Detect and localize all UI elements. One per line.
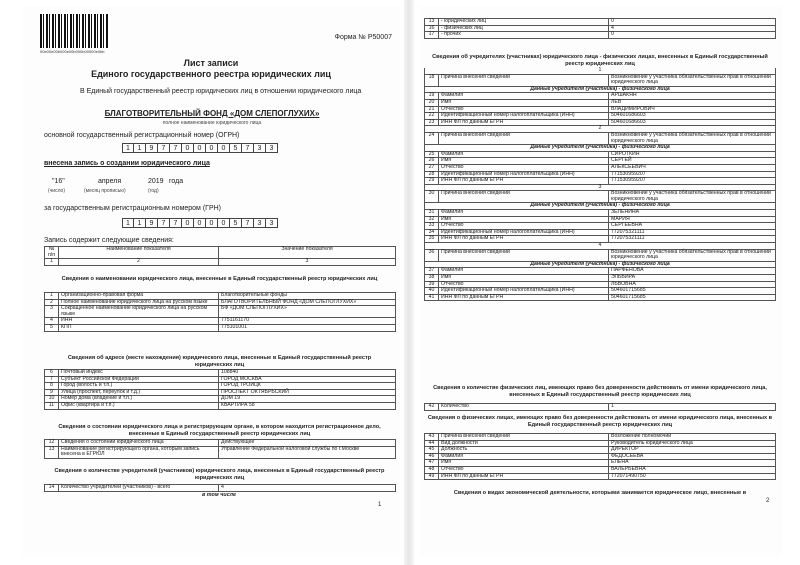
row-indicator: Субъект Российской Федерации (59, 376, 219, 383)
table-row (425, 453, 776, 460)
row-number: 43 (425, 434, 439, 441)
row-number: 36 (425, 249, 439, 261)
row-indicator: Сокращенное наименование юридического лица на русском языке (59, 306, 219, 318)
table-row (425, 216, 776, 223)
section-state-table (44, 439, 396, 459)
row-value: ГОРОД МОСКВА (219, 376, 396, 383)
row-number: 10 (45, 396, 59, 403)
row-indicator: Офис (квартира и т.п.) (59, 402, 219, 409)
row-indicator: Фамилия (439, 210, 609, 217)
page-fold (404, 0, 414, 565)
row-number: 8 (45, 383, 59, 390)
row-indicator: Причина внесения сведений (439, 249, 609, 261)
row-number: 34 (425, 229, 439, 236)
row-value: ЭЛЬВИРА (609, 275, 776, 282)
row-indicator: Улица (проспект, переулок и т.д.) (59, 389, 219, 396)
row-indicator: ИНН ФЛ по данным ЕГРН (439, 294, 609, 301)
row-number: 21 (425, 106, 439, 113)
row-number: 45 (425, 447, 439, 454)
row-indicator: Наименование регистрирующего органа, которым запись внесена в ЕГРЮЛ (59, 446, 219, 458)
row-number: 3 (45, 306, 59, 318)
row-indicator: Идентификационный номер налогоплательщика (ИНН) (439, 171, 609, 178)
row-value: Управление Федеральной налоговой службы по г.Москве (219, 446, 396, 458)
poa-count-table (424, 403, 776, 411)
row-indicator: ИНН (59, 318, 219, 325)
row-value: БФ «ДОМ СЛЕПОГЛУХИХ» (219, 306, 396, 318)
digit-cell: 7 (170, 143, 182, 153)
row-number: 7 (45, 376, 59, 383)
barcode-caption: 00e00e00b000e00b000b00000e0bb (40, 49, 105, 54)
ogrn-label: основной государственный регистрационный номер (ОГРН) (44, 132, 240, 139)
row-number: 49 (425, 473, 439, 480)
row-value: АЛЕКСЕЕВИЧ (609, 164, 776, 171)
table-row (425, 473, 776, 480)
row-value: СИРОТКИН (609, 151, 776, 158)
row-indicator: Причина внесения сведений (439, 74, 609, 86)
org-name: БЛАГОТВОРИТЕЛЬНЫЙ ФОНД «ДОМ СЛЕПОГЛУХИХ» (104, 109, 320, 118)
row-value: ДОМ 19 (219, 396, 396, 403)
founder-subheader-text: Данные учредителя (участника) - физического лица (425, 203, 776, 210)
col-value: Значение показателя (219, 247, 396, 259)
row-value: Действующее (219, 440, 396, 447)
row-value: Возникновение у участника обязательственных прав в отношении юридического лица (609, 132, 776, 144)
row-value: СЕРГЕЕВНА (609, 223, 776, 230)
row-indicator: ИНН ФЛ по данным ЕГРН (439, 236, 609, 243)
row-value: 4 (219, 485, 396, 492)
row-number: 20 (425, 99, 439, 106)
row-value: 772071490750 (609, 473, 776, 480)
row-value: БЛАГОТВОРИТЕЛЬНЫЙ ФОНД «ДОМ СЛЕПОГЛУХИХ» (219, 299, 396, 306)
row-indicator: Фамилия (439, 93, 609, 100)
row-value: Возложение полномочий (609, 434, 776, 441)
date-caption-month: (месяц прописью) (84, 188, 126, 194)
row-indicator: Имя (439, 158, 609, 165)
page-number-right: 2 (766, 498, 770, 504)
org-caption: полное наименование юридического лица (162, 120, 262, 126)
row-indicator: Номер дома (владение и т.п.) (59, 396, 219, 403)
row-number: 2 (45, 299, 59, 306)
row-number: 27 (425, 164, 439, 171)
row-indicator: Должность (439, 447, 609, 454)
col-num-3: 3 (219, 259, 396, 266)
row-number: 30 (425, 191, 439, 203)
table-row (425, 158, 776, 165)
row-indicator: Отчество (439, 223, 609, 230)
left-page (22, 6, 400, 556)
table-row (425, 210, 776, 217)
row-indicator: Идентификационный номер налогоплательщика (ИНН) (439, 113, 609, 120)
founder-number: 1 (425, 68, 776, 74)
table-row (425, 249, 776, 261)
row-number: 1 (45, 293, 59, 300)
row-value: 504601715685 (609, 288, 776, 295)
table-row (45, 318, 396, 325)
founder-number: 4 (425, 243, 776, 250)
row-number: 6 (45, 370, 59, 377)
row-number: 33 (425, 223, 439, 230)
row-indicator: ИНН ФЛ по данным ЕГРН (439, 178, 609, 185)
row-number: 13 (45, 446, 59, 458)
row-number: 16 (425, 25, 439, 32)
row-number: 12 (45, 440, 59, 447)
poa-count-title: Сведения о количестве физических лиц, имеющих право без доверенности действовать от имени юридического лица, внесенных в Единый государственный реестр юридических лиц (433, 385, 767, 398)
row-number: 42 (425, 404, 439, 411)
row-indicator: Отчество (439, 466, 609, 473)
header-table (44, 246, 396, 266)
row-value: 772075321111 (609, 236, 776, 243)
digit-cell: 0 (218, 143, 230, 153)
row-value: МАРИЯ (609, 216, 776, 223)
intro-text: В Единый государственный реестр юридических лиц в отношении юридического лица (80, 88, 362, 95)
founders-table (424, 68, 776, 301)
row-indicator: КПП (59, 324, 219, 331)
founder-subheader (425, 261, 776, 268)
row-value: 504601686603 (609, 113, 776, 120)
row-indicator: Фамилия (439, 268, 609, 275)
row-indicator: Причина внесения сведений (439, 434, 609, 441)
row-indicator: - юридических лиц (439, 19, 609, 26)
row-indicator: Идентификационный номер налогоплательщика (ИНН) (439, 288, 609, 295)
row-number: 29 (425, 178, 439, 185)
entry-made: внесена запись о создании юридического лица (44, 160, 210, 167)
row-indicator: Почтовый индекс (59, 370, 219, 377)
row-indicator: Идентификационный номер налогоплательщика (ИНН) (439, 229, 609, 236)
table-row (425, 268, 776, 275)
row-indicator: ИНН ФЛ по данным ЕГРН (439, 473, 609, 480)
row-value: ПРОСПЕКТ ОКТЯБРЬСКИЙ (219, 389, 396, 396)
digit-cell: 7 (242, 143, 254, 153)
founder-subheader-text: Данные учредителя (участника) - физического лица (425, 145, 776, 152)
contains-label: Запись содержит следующие сведения: (44, 237, 174, 244)
doc-subtitle: Единого государственного реестра юридических лиц (91, 69, 331, 79)
table-row (425, 404, 776, 411)
founder-subheader-text: Данные учредителя (участника) - физического лица (425, 86, 776, 93)
table-row (45, 402, 396, 409)
date-day: "16" (52, 178, 65, 185)
table-row (425, 460, 776, 467)
row-value: СЕРГЕЙ (609, 158, 776, 165)
row-indicator: Имя (439, 460, 609, 467)
digit-cell: 7 (158, 143, 170, 153)
row-indicator: Имя (439, 99, 609, 106)
row-indicator: - прочих (439, 32, 609, 39)
barcode (40, 14, 108, 48)
row-value: 1 (609, 404, 776, 411)
founders-title: Сведения об учредителях (участниках) юридического лица - физических лицах, внесенных в Единый государственный реестр юридических лиц (432, 54, 768, 67)
digit-cell: 1 (122, 143, 134, 153)
date-month: апреля (98, 178, 122, 185)
row-number: 35 (425, 236, 439, 243)
section-name-title: Сведения о наименовании юридического лица, внесенные в Единый государственный реестр юридических лиц (61, 276, 378, 282)
row-value: ДИРЕКТОР (609, 447, 776, 454)
founder-subheader (425, 203, 776, 210)
row-number: 4 (45, 318, 59, 325)
form-number: Форма № Р50007 (334, 34, 392, 41)
row-value: Благотворительные фонды (219, 293, 396, 300)
digit-cell: 3 (266, 143, 278, 153)
row-number: 18 (425, 74, 439, 86)
date-year-suffix: года (169, 178, 184, 185)
row-value: 7751161170 (219, 318, 396, 325)
row-number: 22 (425, 113, 439, 120)
row-value: 772075321111 (609, 229, 776, 236)
row-number: 24 (425, 132, 439, 144)
row-value: 771530959207 (609, 178, 776, 185)
ogrn-cells (122, 143, 278, 153)
row-indicator: Отчество (439, 281, 609, 288)
row-value: ВАЛЕРЬЕВНА (609, 466, 776, 473)
row-number: 25 (425, 151, 439, 158)
row-value: ЛЕВ (609, 99, 776, 106)
row-indicator: Вид должности (439, 440, 609, 447)
section-address-title: Сведения об адресе (месте нахождения) юридического лица, внесенные в Единый государственный реестр юридических лиц (67, 355, 372, 368)
row-indicator: Количество (439, 404, 609, 411)
table-row (425, 93, 776, 100)
okved-title: Сведения о видах экономической деятельности, которыми занимается юридическое лицо, внесенные в (453, 490, 747, 496)
row-indicator: Полное наименование юридического лица на русском языке (59, 299, 219, 306)
row-value: ЗЕЛЕНИНА (609, 210, 776, 217)
row-value: ЕЛЕНА (609, 460, 776, 467)
row-value: ГОРОД ТРОИЦК (219, 383, 396, 390)
row-value: 504601715685 (609, 294, 776, 301)
row-indicator: Сведения о состоянии юридического лица (59, 440, 219, 447)
digit-cell: 0 (182, 218, 194, 228)
digit-cell: 7 (242, 218, 254, 228)
digit-cell: 7 (170, 218, 182, 228)
row-number: 46 (425, 453, 439, 460)
digit-cell: 1 (134, 143, 146, 153)
date-year: 2019 (148, 178, 164, 185)
row-value: КВАРТИРА 58 (219, 402, 396, 409)
row-number: 39 (425, 281, 439, 288)
digit-cell: 9 (146, 143, 158, 153)
row-number: 38 (425, 275, 439, 282)
digit-cell: 3 (254, 218, 266, 228)
digit-cell: 7 (158, 218, 170, 228)
grn-label: за государственным регистрационным номером (ГРН) (44, 205, 221, 212)
col-number: № п/п (45, 247, 59, 259)
row-value: ФЕДОСЕЕВА (609, 453, 776, 460)
row-indicator: ИНН ФЛ по данным ЕГРН (439, 119, 609, 126)
row-indicator: Имя (439, 275, 609, 282)
row-value: 771530959207 (609, 171, 776, 178)
row-value: ЛЬВОВНА (609, 281, 776, 288)
digit-cell: 3 (266, 218, 278, 228)
col-num-1: 1 (45, 259, 59, 266)
section-state-title: Сведения о состоянии юридического лица и регистрирующем органе, в котором находится регистрационное дело, внесенные в Единый государственный реестр юридических лиц (58, 424, 381, 437)
digit-cell: 0 (206, 218, 218, 228)
row-number: 32 (425, 216, 439, 223)
founder-subheader (425, 86, 776, 93)
poa-table (424, 433, 776, 480)
col-indicator: Наименование показателя (59, 247, 219, 259)
founder-number: 3 (425, 184, 776, 191)
table-row (425, 132, 776, 144)
in-that-number: в том числе (202, 492, 236, 498)
table-row (425, 447, 776, 454)
digit-cell: 0 (194, 143, 206, 153)
row-number: 28 (425, 171, 439, 178)
table-row (425, 25, 776, 32)
row-value: ВЛАДИМИРОВИЧ (609, 106, 776, 113)
table-row (45, 324, 396, 331)
digit-cell: 0 (218, 218, 230, 228)
row-indicator: - физических лиц (439, 25, 609, 32)
row-indicator: Отчество (439, 106, 609, 113)
table-row (425, 151, 776, 158)
row-number: 14 (45, 485, 59, 492)
row-value: Возникновение у участника обязательственных прав в отношении юридического лица (609, 191, 776, 203)
digit-cell: 9 (146, 218, 158, 228)
row-number: 47 (425, 460, 439, 467)
digit-cell: 5 (230, 143, 242, 153)
date-caption-day: (число) (48, 188, 65, 194)
col-num-2: 2 (59, 259, 219, 266)
table-row (425, 440, 776, 447)
row-number: 26 (425, 158, 439, 165)
row-indicator: Причина внесения сведений (439, 132, 609, 144)
founders-count-continued-table (424, 18, 776, 39)
row-indicator: Причина внесения сведений (439, 191, 609, 203)
section-name-table (44, 292, 396, 332)
row-number: 5 (45, 324, 59, 331)
row-number: 44 (425, 440, 439, 447)
row-value: 4 (609, 25, 776, 32)
row-value: 108840 (219, 370, 396, 377)
row-value: 504601686603 (609, 119, 776, 126)
founder-subheader (425, 145, 776, 152)
row-indicator: Отчество (439, 164, 609, 171)
row-value: Возникновение у участника обязательственных прав в отношении юридического лица (609, 249, 776, 261)
table-row (45, 485, 396, 492)
grn-cells (122, 218, 278, 228)
row-number: 19 (425, 93, 439, 100)
table-row (45, 306, 396, 318)
founder-subheader-text: Данные учредителя (участника) - физического лица (425, 261, 776, 268)
row-number: 17 (425, 32, 439, 39)
row-value: ПАРФЕНОВА (609, 268, 776, 275)
row-value: АРШАКЯН (609, 93, 776, 100)
row-number: 41 (425, 294, 439, 301)
page-number-left: 1 (378, 502, 382, 508)
digit-cell: 5 (230, 218, 242, 228)
row-indicator: Фамилия (439, 151, 609, 158)
digit-cell: 1 (134, 218, 146, 228)
table-row (425, 294, 776, 301)
digit-cell: 0 (182, 143, 194, 153)
table-row (425, 275, 776, 282)
founder-number: 2 (425, 126, 776, 133)
poa-title: Сведения о физических лицах, имеющих право без доверенности действовать от имени юридического лица, внесенных в Единый государственный реестр юридических лиц (427, 415, 773, 428)
table-row (425, 32, 776, 39)
section-address-table (44, 369, 396, 410)
right-page (420, 6, 782, 556)
table-row (425, 99, 776, 106)
section-founders-count-title: Сведения о количестве учредителей (участников) юридического лица, внесенных в Единый государственный реестр юридических лиц (54, 468, 385, 481)
table-row (425, 74, 776, 86)
row-number: 13 (425, 19, 439, 26)
row-value: 0 (609, 19, 776, 26)
row-indicator: Организационно-правовая форма (59, 293, 219, 300)
row-indicator: Город (волость и т.п.) (59, 383, 219, 390)
row-indicator: Имя (439, 216, 609, 223)
row-number: 40 (425, 288, 439, 295)
digit-cell: 1 (122, 218, 134, 228)
doc-title: Лист записи (183, 58, 239, 68)
table-row (425, 164, 776, 171)
row-number: 31 (425, 210, 439, 217)
row-number: 23 (425, 119, 439, 126)
date-caption-year: (год) (148, 188, 159, 194)
digit-cell: 0 (194, 218, 206, 228)
section-founders-count-table (44, 484, 396, 492)
row-value: Возникновение у участника обязательственных прав в отношении юридического лица (609, 74, 776, 86)
row-value: 0 (609, 32, 776, 39)
digit-cell: 0 (206, 143, 218, 153)
digit-cell: 3 (254, 143, 266, 153)
row-number: 37 (425, 268, 439, 275)
row-number: 11 (45, 402, 59, 409)
row-value: Руководитель юридического лица (609, 440, 776, 447)
row-value: 775101001 (219, 324, 396, 331)
table-row (45, 446, 396, 458)
row-number: 9 (45, 389, 59, 396)
row-number: 48 (425, 466, 439, 473)
row-indicator: Количество учредителей (участников) - всего (59, 485, 219, 492)
row-indicator: Фамилия (439, 453, 609, 460)
